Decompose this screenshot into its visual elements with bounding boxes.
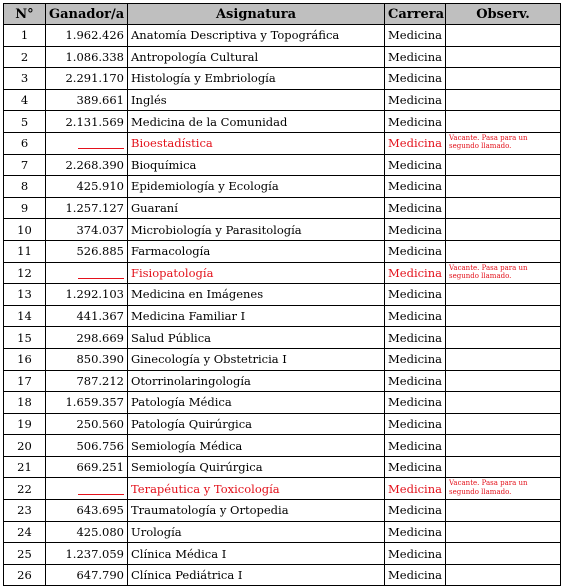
carrera-cell: Medicina: [385, 197, 446, 219]
row-number: 23: [4, 500, 46, 522]
header-num: N°: [4, 4, 46, 25]
asignatura-cell: Medicina Familiar I: [128, 305, 385, 327]
ganador-cell: 374.037: [46, 219, 128, 241]
row-number: 25: [4, 543, 46, 565]
ganador-cell: [46, 262, 128, 284]
observ-cell: [446, 370, 561, 392]
row-number: 22: [4, 478, 46, 500]
ganador-cell: [46, 132, 128, 154]
header-ganador: Ganador/a: [46, 4, 128, 25]
table-row: [4, 197, 561, 219]
carrera-cell: Medicina: [385, 543, 446, 565]
carrera-cell: Medicina: [385, 456, 446, 478]
carrera-cell: Medicina: [385, 219, 446, 241]
asignatura-cell: Patología Médica: [128, 392, 385, 414]
carrera-cell: Medicina: [385, 176, 446, 198]
ganador-cell: 1.962.426: [46, 25, 128, 47]
row-number: 9: [4, 197, 46, 219]
table-row: [4, 154, 561, 176]
asignatura-cell: Medicina de la Comunidad: [128, 111, 385, 133]
observ-cell: Vacante. Pasa para un segundo llamado.: [446, 262, 561, 284]
row-number: 17: [4, 370, 46, 392]
asignatura-cell: Histología y Embriología: [128, 68, 385, 90]
table-row: [4, 25, 561, 47]
carrera-cell: Medicina: [385, 25, 446, 47]
table-row: [4, 348, 561, 370]
table-body: [4, 25, 561, 586]
table-row: [4, 132, 561, 154]
table-row: [4, 111, 561, 133]
table-row: [4, 219, 561, 241]
row-number: 11: [4, 240, 46, 262]
table-row: [4, 478, 561, 500]
observ-cell: [446, 68, 561, 90]
observ-cell: [446, 176, 561, 198]
observ-cell: [446, 435, 561, 457]
table-row: [4, 284, 561, 306]
observ-cell: [446, 219, 561, 241]
row-number: 1: [4, 25, 46, 47]
row-number: 3: [4, 68, 46, 90]
carrera-cell: Medicina: [385, 348, 446, 370]
carrera-cell: Medicina: [385, 305, 446, 327]
asignatura-cell: Clínica Pediátrica I: [128, 564, 385, 586]
ganador-cell: 506.756: [46, 435, 128, 457]
asignatura-cell: Urología: [128, 521, 385, 543]
asignatura-cell: Otorrinolaringología: [128, 370, 385, 392]
observ-cell: [446, 564, 561, 586]
carrera-cell: Medicina: [385, 240, 446, 262]
blank-winner-line: [78, 484, 124, 495]
table-row: [4, 500, 561, 522]
row-number: 14: [4, 305, 46, 327]
table-row: [4, 564, 561, 586]
ganador-cell: 250.560: [46, 413, 128, 435]
results-table: [3, 3, 561, 586]
asignatura-cell: Semiología Quirúrgica: [128, 456, 385, 478]
observ-cell: Vacante. Pasa para un segundo llamado.: [446, 132, 561, 154]
row-number: 20: [4, 435, 46, 457]
row-number: 16: [4, 348, 46, 370]
ganador-cell: 643.695: [46, 500, 128, 522]
asignatura-cell: Terapéutica y Toxicología: [128, 478, 385, 500]
table-row: [4, 240, 561, 262]
observ-cell: [446, 327, 561, 349]
row-number: 7: [4, 154, 46, 176]
table-row: [4, 521, 561, 543]
row-number: 8: [4, 176, 46, 198]
ganador-cell: 425.080: [46, 521, 128, 543]
table-row: [4, 327, 561, 349]
observ-cell: [446, 500, 561, 522]
table-row: [4, 392, 561, 414]
carrera-cell: Medicina: [385, 478, 446, 500]
ganador-cell: 1.257.127: [46, 197, 128, 219]
row-number: 4: [4, 89, 46, 111]
header-observ: Observ.: [446, 4, 561, 25]
row-number: 13: [4, 284, 46, 306]
observ-cell: [446, 392, 561, 414]
ganador-cell: 2.268.390: [46, 154, 128, 176]
carrera-cell: Medicina: [385, 89, 446, 111]
row-number: 18: [4, 392, 46, 414]
observ-cell: [446, 197, 561, 219]
header-row: [4, 4, 561, 25]
header-carrera: Carrera: [385, 4, 446, 25]
ganador-cell: 787.212: [46, 370, 128, 392]
observ-cell: [446, 348, 561, 370]
table-row: [4, 262, 561, 284]
table-row: [4, 46, 561, 68]
row-number: 15: [4, 327, 46, 349]
carrera-cell: Medicina: [385, 521, 446, 543]
table-row: [4, 305, 561, 327]
observ-cell: [446, 521, 561, 543]
carrera-cell: Medicina: [385, 327, 446, 349]
ganador-cell: 1.086.338: [46, 46, 128, 68]
observ-cell: [446, 89, 561, 111]
ganador-cell: 389.661: [46, 89, 128, 111]
observ-cell: [446, 111, 561, 133]
row-number: 10: [4, 219, 46, 241]
row-number: 24: [4, 521, 46, 543]
carrera-cell: Medicina: [385, 284, 446, 306]
observ-cell: [446, 46, 561, 68]
asignatura-cell: Fisiopatología: [128, 262, 385, 284]
observ-cell: [446, 240, 561, 262]
observ-cell: [446, 305, 561, 327]
row-number: 2: [4, 46, 46, 68]
ganador-cell: 2.131.569: [46, 111, 128, 133]
row-number: 5: [4, 111, 46, 133]
row-number: 6: [4, 132, 46, 154]
row-number: 26: [4, 564, 46, 586]
asignatura-cell: Anatomía Descriptiva y Topográfica: [128, 25, 385, 47]
ganador-cell: 2.291.170: [46, 68, 128, 90]
ganador-cell: 298.669: [46, 327, 128, 349]
row-number: 12: [4, 262, 46, 284]
ganador-cell: 850.390: [46, 348, 128, 370]
carrera-cell: Medicina: [385, 111, 446, 133]
observ-cell: [446, 456, 561, 478]
asignatura-cell: Microbiología y Parasitología: [128, 219, 385, 241]
carrera-cell: Medicina: [385, 500, 446, 522]
ganador-cell: 526.885: [46, 240, 128, 262]
carrera-cell: Medicina: [385, 392, 446, 414]
row-number: 21: [4, 456, 46, 478]
observ-cell: [446, 543, 561, 565]
table-row: [4, 543, 561, 565]
asignatura-cell: Inglés: [128, 89, 385, 111]
header-asignatura: Asignatura: [128, 4, 385, 25]
asignatura-cell: Farmacología: [128, 240, 385, 262]
observ-cell: [446, 413, 561, 435]
carrera-cell: Medicina: [385, 435, 446, 457]
carrera-cell: Medicina: [385, 46, 446, 68]
carrera-cell: Medicina: [385, 262, 446, 284]
asignatura-cell: Antropología Cultural: [128, 46, 385, 68]
table-row: [4, 456, 561, 478]
observ-cell: [446, 154, 561, 176]
table-row: [4, 68, 561, 90]
table-row: [4, 435, 561, 457]
asignatura-cell: Ginecología y Obstetricia I: [128, 348, 385, 370]
ganador-cell: 669.251: [46, 456, 128, 478]
asignatura-cell: Medicina en Imágenes: [128, 284, 385, 306]
asignatura-cell: Bioquímica: [128, 154, 385, 176]
asignatura-cell: Epidemiología y Ecología: [128, 176, 385, 198]
carrera-cell: Medicina: [385, 413, 446, 435]
carrera-cell: Medicina: [385, 370, 446, 392]
asignatura-cell: Semiología Médica: [128, 435, 385, 457]
table-row: [4, 176, 561, 198]
ganador-cell: 1.659.357: [46, 392, 128, 414]
ganador-cell: 441.367: [46, 305, 128, 327]
blank-winner-line: [78, 138, 124, 149]
table-row: [4, 413, 561, 435]
observ-cell: [446, 284, 561, 306]
carrera-cell: Medicina: [385, 154, 446, 176]
asignatura-cell: Clínica Médica I: [128, 543, 385, 565]
asignatura-cell: Bioestadística: [128, 132, 385, 154]
table-row: [4, 370, 561, 392]
ganador-cell: 425.910: [46, 176, 128, 198]
ganador-cell: 647.790: [46, 564, 128, 586]
asignatura-cell: Salud Pública: [128, 327, 385, 349]
ganador-cell: [46, 478, 128, 500]
blank-winner-line: [78, 268, 124, 279]
asignatura-cell: Guaraní: [128, 197, 385, 219]
ganador-cell: 1.292.103: [46, 284, 128, 306]
carrera-cell: Medicina: [385, 564, 446, 586]
asignatura-cell: Traumatología y Ortopedia: [128, 500, 385, 522]
ganador-cell: 1.237.059: [46, 543, 128, 565]
asignatura-cell: Patología Quirúrgica: [128, 413, 385, 435]
carrera-cell: Medicina: [385, 68, 446, 90]
observ-cell: [446, 25, 561, 47]
observ-cell: Vacante. Pasa para un segundo llamado.: [446, 478, 561, 500]
row-number: 19: [4, 413, 46, 435]
table-row: [4, 89, 561, 111]
carrera-cell: Medicina: [385, 132, 446, 154]
